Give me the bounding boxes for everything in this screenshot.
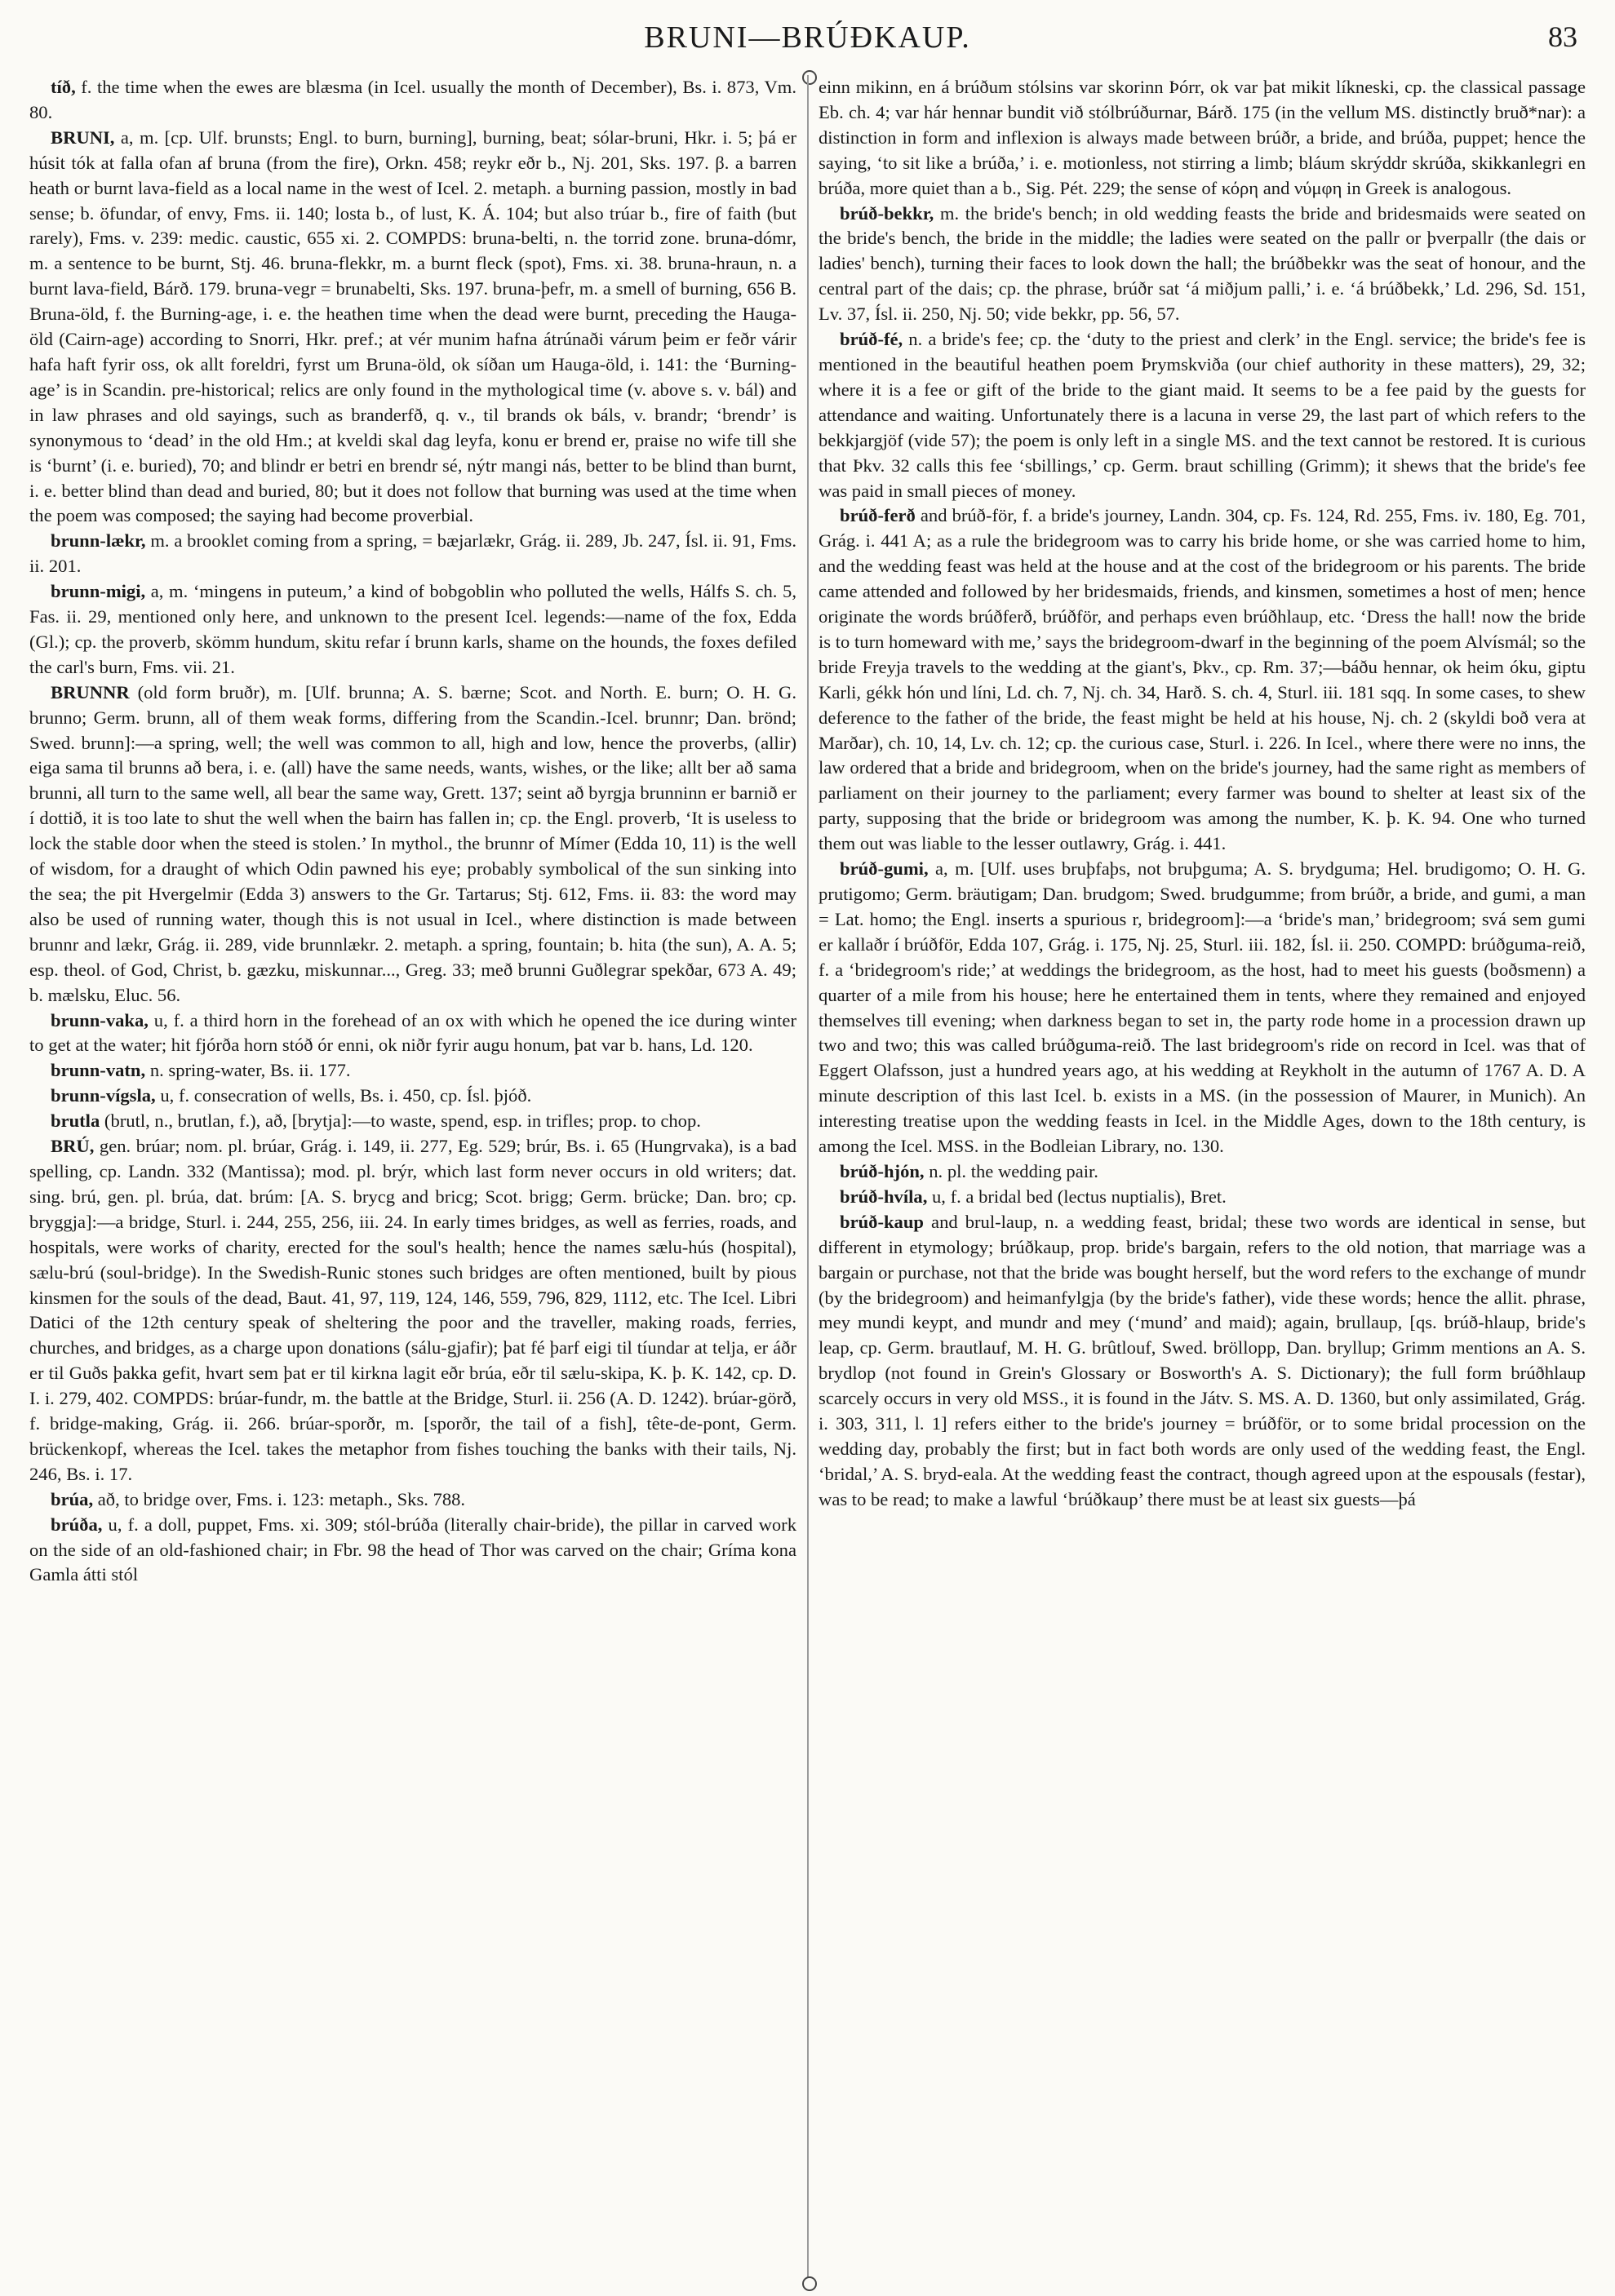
entry-headword: brúð-hjón,	[840, 1160, 925, 1181]
dictionary-entry	[29, 529, 796, 579]
entry-headword: brúð-hvíla,	[840, 1186, 928, 1207]
entry-text: m. the bride's bench; in old wedding feasts the bride and bridesmaids were seated on the bride's bench, the bride in the middle; the ladies were seated on the pallr or þverpallr (the dais or ladies' bench), turning their faces to look down the hall; the brúðbekkr was the seat of honour, and the central part of the dais; cp. the phrase, brúðr sat ‘á miðjum palli,’ i. e. ‘á brúðbekk,’ Ld. 296, Sd. 151, Lv. 37, Ísl. ii. 250, Nj. 50; vide bekkr, pp. 56, 57.	[819, 202, 1586, 325]
dictionary-entry	[29, 1008, 796, 1059]
entry-text: u, f. a doll, puppet, Fms. xi. 309; stól-brúða (literally chair-bride), the pillar in carved work on the side of an old-fashioned chair; in Fbr. 98 the head of Thor was carved on the chair; Gríma kona Gamla átti stól	[29, 1514, 796, 1585]
entry-text: a, m. ‘mingens in puteum,’ a kind of bobgoblin who polluted the wells, Hálfs S. ch. 5, Fas. ii. 29, mentioned only here, and unknown to the present Icel. legends:—name of the fox, Edda (Gl.); cp. the proverb, skömm hundum, skitu refar í brunn karls, shame on the hounds, the foxes defiled the carl's burn, Fms. vii. 21.	[29, 581, 796, 677]
entry-text: (brutl, n., brutlan, f.), að, [brytja]:—to waste, spend, esp. in trifles; prop. to chop.	[104, 1110, 701, 1132]
entry-headword: brúð-fé,	[840, 329, 903, 350]
dictionary-entry	[29, 1109, 796, 1134]
entry-headword: brunn-migi,	[51, 581, 146, 602]
dictionary-entry	[29, 126, 796, 530]
entry-text: n. pl. the wedding pair.	[929, 1160, 1098, 1181]
dictionary-entry	[29, 1134, 796, 1487]
entry-text: and brúð-för, f. a bride's journey, Landn. 304, cp. Fs. 124, Rd. 255, Fms. iv. 180, Eg. 701, Grág. i. 441 A; as a rule the bridegroom was to carry his bride home, or she was carried home to him, and the wedding feast was held at the house and at the cost of the bridegroom or his parents. The bride came attended and followed by her bridesmaids, friends, and kinsmen, sometimes a host of men; hence originate the words brúðferð, brúðför, and perhaps even brúðhlaup, etc. ‘Dress the hall! now the bride is to turn homeward with me,’ says the bridegroom-dwarf in the beginning of the poem Alvísmál; so the bride Freyja travels to the wedding at the giant's, Þkv., cp. Rm. 37;—báðu hennar, ok heim óku, giptu Karli, gékk hón und líni, Ld. ch. 7, Nj. ch. 34, Harð. S. ch. 4, Sturl. iii. 181 sqq. In some cases, to shew deference to the father of the bride, the feast might be held at his house, Nj. ch. 2 (skyldi boð vera at Marðar), ch. 10, 14, Lv. ch. 12; cp. the curious case, Sturl. i. 226. In Icel., where there were no inns, the law ordered that a bride and bridegroom, when on the bride's journey, had the same right as members of parliament on their journey to the parliament; every farmer was bound to shelter at least six of the party, supposing that the bride or bridegroom was among the number, K. þ. K. 94. One who turned them out was liable to the lesser outlawry, Grág. i. 441.	[819, 505, 1586, 854]
entry-text: einn mikinn, en á brúðum stólsins var skorinn Þórr, ok var þat mikit líkneski, cp. the classical passage Eb. ch. 4; var hár hennar bundit við stólbrúðurnar, Bárð. 175 (in the vellum MS. distinctly bruð*nar): a distinction in form and inflexion is always made between brúðr, a bride, and brúða, puppet; hence the saying, ‘to sit like a brúða,’ i. e. motionless, not stirring a limb; bláum skrýddr skrúða, skikkanlegri en brúða, more quiet than a b., Sig. Pét. 229; the sense of κόρη and νύμφη in Greek is analogous.	[819, 77, 1586, 198]
dictionary-entry	[29, 1487, 796, 1513]
entry-text: n. a bride's fee; cp. the ‘duty to the priest and clerk’ in the Engl. service; the bride's fee is mentioned in the beautiful heathen poem Þrymskviða (our chief authority in these matters), 29, 32; where it is a fee or gift of the bride to the giant maid. It seems to be a fee paid by the guests for attendance and waiting. Unfortunately there is a lacuna in verse 29, the last part of which refers to the bekkjargjöf (vide 57); the poem is only left in a single MS. and the text cannot be restored. It is curious that Þkv. 32 calls this fee ‘sbillings,’ cp. Germ. braut schilling (Grimm); it shews that the bride's fee was paid in small pieces of money.	[819, 329, 1586, 501]
dictionary-entry	[819, 857, 1586, 1159]
page-number: 83	[1548, 20, 1577, 53]
entry-headword: BRUNNR	[51, 681, 130, 703]
column-ornament-bottom-icon	[802, 2276, 817, 2291]
entry-headword: tíð,	[51, 77, 76, 97]
dictionary-entry	[29, 75, 796, 126]
entry-headword: BRUNI,	[51, 126, 115, 148]
entry-headword: brunn-vaka,	[51, 1009, 149, 1031]
dictionary-entry	[819, 503, 1586, 857]
dictionary-body	[29, 75, 1586, 2280]
entry-text: a, m. [cp. Ulf. brunsts; Engl. to burn, burning], burning, beat; sólar-bruni, Hkr. i. 5; þá er húsit tók at falla ofan af bruna (from the fire), Orkn. 458; reykr eðr b., Nj. 201, Sks. 197. β. a barren heath or burnt lava-field as a local name in the west of Icel. 2. metaph. a burning passion, mostly in bad sense; b. öfundar, of envy, Fms. ii. 140; losta b., of lust, K. Á. 104; but also trúar b., fire of faith (but rarely), Fms. v. 239: medic. caustic, 655 xi. 2. COMPDS: bruna-belti, n. the torrid zone. bruna-dómr, m. a sentence to be burnt, Stj. 46. bruna-flekkr, m. a burnt fleck (spot), Fms. xi. 38. bruna-hraun, n. a burnt lava-field, Bárð. 179. bruna-vegr = brunabelti, Sks. 197. bruna-þefr, m. a smell of burning, 656 B. Bruna-öld, f. the Burning-age, i. e. the heathen time when the dead were burnt, preceding the Hauga-öld (Cairn-age) according to Snorri, Hkr. pref.; at vér munim hafna átrúnaði várum þeim er feðr várir hafa haft fyrir oss, ok allt foreldri, fyrst um Bruna-öld, ok síðan um Hauga-öld, i. 141: the ‘Burning-age’ is in Scandin. pre-historical; relics are only found in the mythological time (v. above s. v. bál) and in law phrases and old sayings, such as branderfð, q. v., til brands ok báls, v. brandr; ‘brendr’ is synonymous to ‘dead’ in the old Hm.; at kveldi skal dag leyfa, konu er brend er, praise no wife till she is ‘burnt’ (i. e. buried), 70; and blindr er betri en brendr sé, nýtr mangi nás, better to be blind than burnt, i. e. better blind than dead and buried, 80; but it does not follow that burning was used at the time when the poem was composed; the saying had become proverbial.	[29, 126, 796, 526]
entry-headword: brúð-kaup	[840, 1211, 924, 1232]
entry-headword: brunn-vatn,	[51, 1060, 146, 1081]
dictionary-entry	[819, 327, 1586, 503]
entry-text: and brul-laup, n. a wedding feast, bridal; these two words are identical in sense, but different in etymology; brúðkaup, prop. bride's bargain, refers to the old notion, that marriage was a bargain or purchase, not that the bride was bought herself, but the word refers to the exchange of mundr (by the bridegroom) and heimanfylgja (by the bride's father), vide these words; hence the allit. phrase, mey mundi keypt, and mundr and mey (‘mund’ and maid); again, brullaup, [qs. brúð-hlaup, bride's leap, cp. Germ. brautlauf, M. H. G. brûtlouf, Swed. bröllopp, Dan. bryllup; Grimm mentions an A. S. brydlop (not found in Grein's Glossary or Bosworth's A. S. Dictionary); the full form brúðhlaup scarcely occurs in very old MSS., it is found in the Játv. S. MS. A. D. 1360, but only assimilated, Grág. i. 303, 311, l. 1] refers either to the bride's journey = brúðför, or to some bridal procession on the wedding day, probably the first; but in fact both words are only used of the wedding feast, the Engl. ‘bridal,’ A. S. bryd-eala. At the wedding feast the contract, though agreed upon at the espousals (festar), was to be read; to make a lawful ‘brúðkaup’ there must be at least six guests—þá	[819, 1211, 1586, 1509]
dictionary-entry	[819, 1210, 1586, 1513]
dictionary-entry	[819, 1185, 1586, 1210]
entry-text: a, m. [Ulf. uses bruþfaþs, not bruþguma; A. S. brydguma; Hel. brudigomo; O. H. G. prutigomo; Germ. bräutigam; Dan. brudgom; Swed. brudgumme; from brúðr, a bride, and gumi, a man = Lat. homo; the Engl. inserts a spurious r, bridegroom]:—a ‘bride's man,’ bridegroom; svá sem gumi er kallaðr í brúðför, Edda 107, Grág. i. 175, Nj. 25, Sturl. iii. 182, Ísl. ii. 250. COMPD: brúðguma-reið, f. a ‘bridegroom's ride;’ at weddings the bridegroom, as the host, had to meet his guests (boðsmenn) a quarter of a mile from his house; here he entertained them in tents, where they remained and enjoyed themselves till evening; when darkness began to set in, the party rode home in a procession drawn up two and two; this was called brúðguma-reið. The last bridegroom's ride on record in Icel. was that of Eggert Olafsson, just a hundred years ago, at his wedding at Reykholt in the autumn of 1767 A. D. A minute description of this last Icel. b. exists in a MS. (in the possession of Maurer, in Munich). An interesting treatise upon the wedding feasts in Icel. in the Middle Ages, down to the 18th century, is among the Icel. MSS. in the Bodleian Library, no. 130.	[819, 858, 1586, 1157]
dictionary-entry	[29, 1513, 796, 1589]
entry-headword: brunn-lækr,	[51, 530, 146, 552]
entry-headword: brúa,	[51, 1488, 94, 1509]
dictionary-entry	[819, 202, 1586, 328]
entry-headword: brúð-gumi,	[840, 858, 929, 880]
dictionary-entry	[819, 75, 1586, 202]
dictionary-entry	[29, 1084, 796, 1109]
entry-text: u, f. a third horn in the forehead of an ox with which he opened the ice during winter to get at the water; hit fjórða horn stóð ór enni, ok niðr fyrir augu honum, þat var b. hans, Ld. 120.	[29, 1009, 796, 1056]
entry-text: að, to bridge over, Fms. i. 123: metaph., Sks. 788.	[97, 1488, 466, 1509]
entry-headword: brutla	[51, 1110, 100, 1132]
dictionary-entry	[29, 680, 796, 1008]
entry-text: (old form bruðr), m. [Ulf. brunna; A. S. bærne; Scot. and North. E. burn; O. H. G. brunno; Germ. brunn, all of them weak forms, differing from the Scandin.-Icel. brunnr; Dan. brönd; Swed. brunn]:—a spring, well; the well was common to all, high and low, hence the proverbs, (allir) eiga sama til brunns að bera, i. e. (all) have the same needs, wants, wishes, or the like; allt ber að sama brunni, all turn to the same well, all bear the same way, Grett. 137; seint að byrgja brunninn er barnið er í dottið, it is too late to shut the well when the bairn has fallen in; cp. the Engl. proverb, ‘It is useless to lock the stable door when the steed is stolen.’ In mythol., the brunnr of Mímer (Edda 10, 11) is the well of wisdom, for a draught of which Odin pawned his eye; probably symbolical of the sun sinking into the sea; the pit Hvergelmir (Edda 3) answers to the Gr. Tartarus; Stj. 612, Fms. ii. 83: the word may also be used of running water, though this is not usual in Icel., where distinction is made between brunnr and lækr, Grág. ii. 289, vide brunnlækr. 2. metaph. a spring, fountain; b. hita (the sun), A. A. 5; esp. theol. of God, Christ, b. gæzku, miskunnar..., Greg. 33; með brunni Guðlegrar spekðar, 673 A. 49; b. mælsku, Eluc. 56.	[29, 681, 796, 1005]
entry-text: n. spring-water, Bs. ii. 177.	[149, 1060, 351, 1081]
right-column	[819, 75, 1586, 2280]
entry-headword: brúð-ferð	[840, 505, 916, 526]
dictionary-entry	[29, 579, 796, 680]
entry-headword: brúð-bekkr,	[840, 202, 934, 224]
entry-text: u, f. consecration of wells, Bs. i. 450, cp. Ísl. þjóð.	[160, 1085, 532, 1106]
column-divider	[807, 75, 809, 2280]
entry-headword: BRÚ,	[51, 1136, 95, 1157]
entry-text: m. a brooklet coming from a spring, = bæjarlækr, Grág. ii. 289, Jb. 247, Ísl. ii. 91, Fms. ii. 201.	[29, 530, 796, 577]
entry-headword: brúða,	[51, 1514, 103, 1535]
entry-text: gen. brúar; nom. pl. brúar, Grág. i. 149, ii. 277, Eg. 529; brúr, Bs. i. 65 (Hungrvaka), is a bad spelling, cp. Landn. 332 (Mantissa); mod. pl. brýr, which last form never occurs in old writers; dat. sing. brú, gen. pl. brúa, dat. brúm: [A. S. brycg and bricg; Scot. brigg; Germ. brücke; Dan. bro; cp. bryggja]:—a bridge, Sturl. i. 244, 255, 256, iii. 24. In early times bridges, as well as ferries, roads, and hospitals, were works of charity, erected for the soul's health; hence the names sælu-hús (hospital), sælu-brú (soul-bridge). In the Swedish-Runic stones such bridges are often mentioned, built by pious kinsmen for the souls of the dead, Baut. 41, 97, 119, 124, 146, 559, 796, 829, 1112, etc. The Icel. Libri Datici of the 12th century speak of sheltering the poor and the traveller, making roads, ferries, churches, and bridges, as a charge upon donations (sálu-gjafir); þat fé þarf eigi til tíundar at telja, er áðr er til Guðs þakka gefit, hvart sem þat er til kirkna lagit eðr brúa, eðr til sælu-skipa, K. þ. K. 142, cp. D. I. i. 279, 402. COMPDS: brúar-fundr, m. the battle at the Bridge, Sturl. ii. 256 (A. D. 1242). brúar-görð, f. bridge-making, Grág. ii. 266. brúar-sporðr, m. [sporðr, the tail of a fish], tête-de-pont, Germ. brückenkopf, whereas the Icel. takes the metaphor from fishes touching the banks with their tails, Nj. 246, Bs. i. 17.	[29, 1136, 796, 1484]
page-header	[29, 11, 1586, 60]
dictionary-entry	[819, 1159, 1586, 1185]
entry-text: u, f. a bridal bed (lectus nuptialis), Bret.	[932, 1186, 1227, 1207]
dictionary-entry	[29, 1058, 796, 1084]
left-column	[29, 75, 796, 2280]
entry-headword: brunn-vígsla,	[51, 1085, 156, 1106]
entry-text: f. the time when the ewes are blæsma (in Icel. usually the month of December), Bs. i. 873, Vm. 80.	[29, 77, 796, 122]
page-title: BRUNI—BRÚÐKAUP.	[644, 20, 971, 55]
